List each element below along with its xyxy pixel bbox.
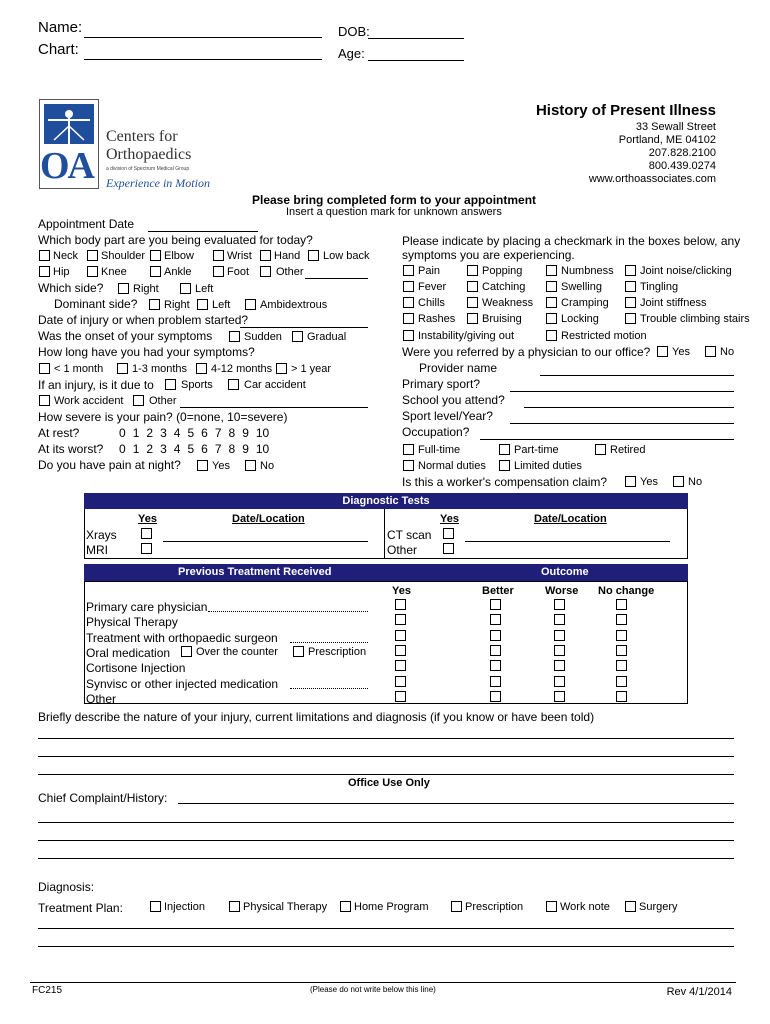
night-no-checkbox[interactable]	[245, 460, 256, 471]
oral-medication-better-checkbox[interactable]	[490, 645, 501, 656]
ankle-label: Ankle	[164, 266, 192, 278]
treatment-with-orthopaedic-surgeon-yes-checkbox[interactable]	[395, 630, 406, 641]
describe-question: Briefly describe the nature of your injury, current limitations and diagnosis (if you know or have been told)	[38, 710, 595, 724]
logo-tagline: Experience in Motion	[106, 176, 210, 190]
numbness-label: Numbness	[561, 265, 614, 277]
at-worst-label: At its worst?	[38, 442, 104, 456]
sports-label: Sports	[181, 379, 213, 391]
numbness-checkbox[interactable]	[546, 265, 557, 276]
plan-physical-therapy-label: Physical Therapy	[243, 901, 328, 913]
pain-scale-5[interactable]: 5	[187, 426, 195, 440]
revision-date: Rev 4/1/2014	[666, 986, 732, 998]
diag-date-header-right: Date/Location	[534, 513, 607, 525]
complaint-line-4[interactable]	[38, 858, 734, 859]
treatment-header: Previous Treatment Received	[178, 566, 332, 578]
complaint-line-3[interactable]	[38, 840, 734, 841]
appointment-date-field[interactable]	[148, 231, 258, 232]
lt-1-month-label: < 1 month	[54, 363, 104, 375]
wrist-checkbox[interactable]	[213, 250, 224, 261]
work-accident-label: Work accident	[54, 395, 124, 407]
foot-label: Foot	[227, 266, 250, 278]
sports-checkbox[interactable]	[165, 379, 176, 390]
other-test-label: Other	[387, 543, 418, 557]
dominant-question: Dominant side?	[54, 297, 138, 311]
treatment-row-physical-therapy: Physical Therapy	[86, 615, 178, 629]
treatment-row-cortisone-injection: Cortisone Injection	[86, 661, 186, 675]
dob-label: DOB:	[338, 24, 370, 39]
treatment-header-bar	[84, 564, 688, 581]
pain-scale-7[interactable]: 7	[214, 426, 222, 440]
hip-label: Hip	[53, 266, 70, 278]
retired-checkbox[interactable]	[595, 444, 606, 455]
rest-scale[interactable]	[119, 426, 269, 440]
joint-stiffness-checkbox[interactable]	[625, 297, 636, 308]
restricted-motion-label: Restricted motion	[561, 330, 647, 342]
tingling-checkbox[interactable]	[625, 281, 636, 292]
over-counter-label: Over the counter	[196, 646, 278, 658]
hip-checkbox[interactable]	[39, 266, 50, 277]
age-label: Age:	[338, 46, 365, 61]
1-3-months-label: 1-3 months	[132, 363, 188, 375]
prescription-med-label: Prescription	[308, 646, 367, 658]
occupation-label: Occupation?	[402, 425, 470, 439]
other-injury-field[interactable]	[180, 407, 368, 408]
instruction-sub: Insert a question mark for unknown answers	[286, 206, 502, 218]
shoulder-checkbox[interactable]	[87, 250, 98, 261]
plan-injection-label: Injection	[164, 901, 205, 913]
howlong-question: How long have you had your symptoms?	[38, 345, 255, 359]
complaint-line-2[interactable]	[38, 822, 734, 823]
workers-comp-question: Is this a worker's compensation claim?	[402, 475, 608, 489]
foot-checkbox[interactable]	[213, 266, 224, 277]
normal-duties-checkbox[interactable]	[403, 460, 414, 471]
instability-giving-out-label: Instability/giving out	[418, 330, 514, 342]
pain-scale-0[interactable]: 0	[119, 442, 126, 456]
car-accident-checkbox[interactable]	[228, 379, 239, 390]
occupation-field[interactable]	[480, 439, 734, 440]
ambidextrous-label: Ambidextrous	[260, 299, 328, 311]
cortisone-injection-no-change-checkbox[interactable]	[616, 660, 627, 671]
pain-scale-2[interactable]: 2	[146, 426, 154, 440]
fever-checkbox[interactable]	[403, 281, 414, 292]
night-no-label: No	[260, 460, 275, 472]
referred-no-label: No	[720, 346, 735, 358]
hand-label: Hand	[274, 250, 301, 262]
age-field[interactable]	[368, 60, 464, 61]
other-better-checkbox[interactable]	[490, 691, 501, 702]
physical-therapy-worse-checkbox[interactable]	[554, 614, 565, 625]
referred-question: Were you referred by a physician to our office?	[402, 345, 651, 359]
mri-checkbox[interactable]	[141, 543, 152, 554]
logo-division: a division of Spectrum Medical Group	[106, 166, 190, 172]
elbow-label: Elbow	[164, 250, 194, 262]
side-right-label: Right	[133, 283, 159, 295]
physical-therapy-no-change-checkbox[interactable]	[616, 614, 627, 625]
night-yes-checkbox[interactable]	[197, 460, 208, 471]
phone-1: 207.828.2100	[648, 147, 716, 159]
logo-letters: OA	[40, 145, 93, 187]
diagnostic-tests-header: Diagnostic Tests	[84, 493, 688, 509]
cortisone-injection-worse-checkbox[interactable]	[554, 660, 565, 671]
treatment-with-orthopaedic-surgeon-no-change-checkbox[interactable]	[616, 630, 627, 641]
logo-line1: Centers for	[106, 128, 178, 145]
ct-scan-date-field[interactable]	[465, 541, 670, 542]
oral-medication-no-change-checkbox[interactable]	[616, 645, 627, 656]
name-label: Name:	[38, 19, 83, 36]
dominant-right-label: Right	[164, 299, 190, 311]
night-yes-label: Yes	[212, 460, 230, 472]
address-line1: 33 Sewall Street	[635, 121, 716, 133]
joint-noise-clicking-label: Joint noise/clicking	[640, 265, 732, 277]
cramping-checkbox[interactable]	[546, 297, 557, 308]
other-yes-checkbox[interactable]	[395, 691, 406, 702]
plan-home-program-label: Home Program	[354, 901, 429, 913]
synvisc-or-other-injected-medication-yes-checkbox[interactable]	[395, 676, 406, 687]
onset-gradual-checkbox[interactable]	[292, 331, 303, 342]
rashes-label: Rashes	[418, 313, 456, 325]
limited-duties-checkbox[interactable]	[499, 460, 510, 471]
instruction-main: Please bring completed form to your appointment	[252, 193, 537, 207]
ambidextrous-checkbox[interactable]	[245, 299, 256, 310]
col-better: Better	[482, 585, 514, 597]
sport-level-label: Sport level/Year?	[402, 409, 493, 423]
pain-label: Pain	[418, 265, 441, 277]
physical-therapy-yes-checkbox[interactable]	[395, 614, 406, 625]
primary-care-physician-better-checkbox[interactable]	[490, 599, 501, 610]
pain-checkbox[interactable]	[403, 265, 414, 276]
page-title: History of Present Illness	[535, 102, 716, 119]
ct-scan-label: CT scan	[387, 528, 432, 542]
phone-2: 800.439.0274	[648, 160, 716, 172]
side-left-checkbox[interactable]	[180, 283, 191, 294]
workers-comp-no-label: No	[688, 476, 703, 488]
sport-label: Primary sport?	[402, 377, 481, 391]
injury-date-question: Date of injury or when problem started?	[38, 313, 249, 327]
sport-field[interactable]	[510, 391, 734, 392]
chief-complaint-label: Chief Complaint/History:	[38, 791, 168, 805]
office-use-title: Office Use Only	[348, 777, 430, 789]
plan-line-1[interactable]	[38, 928, 734, 929]
part-time-label: Part-time	[514, 444, 559, 456]
locking-label: Locking	[561, 313, 599, 325]
lt-1-month-checkbox[interactable]	[39, 363, 50, 374]
onset-sudden-label: Sudden	[244, 331, 282, 343]
treatment-header-rule	[84, 581, 688, 582]
full-time-label: Full-time	[418, 444, 461, 456]
describe-line-1[interactable]	[38, 738, 734, 739]
trouble-climbing-stairs-checkbox[interactable]	[625, 313, 636, 324]
plan-work-note-checkbox[interactable]	[546, 901, 557, 912]
diagnosis-label: Diagnosis:	[38, 880, 95, 894]
symptom-question-line2: symptoms you are experiencing.	[402, 248, 575, 262]
appointment-date-label: Appointment Date	[38, 217, 135, 231]
synvisc-or-other-injected-medication-no-change-checkbox[interactable]	[616, 676, 627, 687]
mri-label: MRI	[86, 543, 108, 557]
cramping-label: Cramping	[561, 297, 609, 309]
over-counter-checkbox[interactable]	[181, 646, 192, 657]
pain-scale-4[interactable]: 4	[173, 426, 181, 440]
col-worse: Worse	[545, 585, 579, 597]
diag-divider	[384, 509, 385, 559]
weakness-checkbox[interactable]	[467, 297, 478, 308]
limited-duties-label: Limited duties	[514, 460, 582, 472]
pain-scale-10[interactable]: 10	[255, 426, 270, 440]
chart-field[interactable]	[84, 59, 322, 60]
pain-scale-3[interactable]: 3	[160, 442, 167, 456]
plan-surgery-checkbox[interactable]	[625, 901, 636, 912]
treatment-row-treatment-with-orthopaedic-surgeon: Treatment with orthopaedic surgeon	[86, 631, 278, 645]
pain-scale-1[interactable]: 1	[132, 426, 140, 440]
normal-duties-label: Normal duties	[418, 460, 486, 472]
elbow-checkbox[interactable]	[150, 250, 161, 261]
logo-line2: Orthopaedics	[106, 146, 192, 163]
col-no-change: No change	[598, 585, 655, 597]
school-field[interactable]	[524, 407, 734, 408]
other-bodypart-label: Other	[276, 266, 304, 278]
diag-yes-header-left: Yes	[138, 513, 157, 525]
sport-level-field[interactable]	[510, 423, 734, 424]
school-label: School you attend?	[402, 393, 505, 407]
pain-scale-0[interactable]: 0	[119, 426, 126, 440]
pain-scale-3[interactable]: 3	[160, 426, 167, 440]
knee-label: Knee	[101, 266, 127, 278]
low-back-label: Low back	[323, 250, 370, 262]
diag-date-header-left: Date/Location	[232, 513, 305, 525]
treatment-with-orthopaedic-surgeon-better-checkbox[interactable]	[490, 630, 501, 641]
popping-checkbox[interactable]	[467, 265, 478, 276]
xrays-label: Xrays	[86, 528, 117, 542]
treatment-row-dotted-line[interactable]	[208, 611, 368, 612]
side-question: Which side?	[38, 281, 104, 295]
synvisc-or-other-injected-medication-worse-checkbox[interactable]	[554, 676, 565, 687]
pain-scale-5[interactable]: 5	[187, 442, 195, 456]
col-yes: Yes	[392, 585, 411, 597]
workers-comp-no-checkbox[interactable]	[673, 476, 684, 487]
other-bodypart-checkbox[interactable]	[260, 266, 271, 277]
other-worse-checkbox[interactable]	[554, 691, 565, 702]
shoulder-label: Shoulder	[101, 250, 146, 262]
pain-scale-6[interactable]: 6	[201, 426, 208, 440]
instability-giving-out-checkbox[interactable]	[403, 330, 414, 341]
work-accident-checkbox[interactable]	[39, 395, 50, 406]
treatment-row-synvisc-or-other-injected-medication: Synvisc or other injected medication	[86, 677, 279, 691]
pain-scale-1[interactable]: 1	[132, 442, 140, 456]
rashes-checkbox[interactable]	[403, 313, 414, 324]
gt-1-year-label: > 1 year	[291, 363, 332, 375]
other-bodypart-field[interactable]	[305, 278, 368, 279]
popping-label: Popping	[482, 265, 523, 277]
pain-scale-8[interactable]: 8	[228, 426, 236, 440]
treatment-row-other: Other	[86, 692, 117, 706]
ct-scan-checkbox[interactable]	[443, 528, 454, 539]
weakness-label: Weakness	[482, 297, 534, 309]
address-line2: Portland, ME 04102	[618, 134, 716, 146]
workers-comp-yes-label: Yes	[640, 476, 658, 488]
treatment-row-dotted-line[interactable]	[290, 642, 368, 643]
part-time-checkbox[interactable]	[499, 444, 510, 455]
dominant-left-checkbox[interactable]	[197, 299, 208, 310]
night-pain-question: Do you have pain at night?	[38, 458, 181, 472]
footer-note: (Please do not write below this line)	[310, 985, 436, 994]
provider-label: Provider name	[419, 361, 498, 375]
plan-home-program-checkbox[interactable]	[340, 901, 351, 912]
swelling-label: Swelling	[561, 281, 602, 293]
chills-checkbox[interactable]	[403, 297, 414, 308]
pain-scale-6[interactable]: 6	[201, 442, 208, 456]
pain-scale-10[interactable]: 10	[255, 442, 270, 456]
referred-no-checkbox[interactable]	[705, 346, 716, 357]
onset-question: Was the onset of your symptoms	[38, 329, 213, 343]
dominant-right-checkbox[interactable]	[149, 299, 160, 310]
other-injury-checkbox[interactable]	[133, 395, 144, 406]
cortisone-injection-better-checkbox[interactable]	[490, 660, 501, 671]
knee-checkbox[interactable]	[87, 266, 98, 277]
joint-stiffness-label: Joint stiffness	[640, 297, 707, 309]
pain-scale-9[interactable]: 9	[242, 442, 249, 456]
form-code: FC215	[32, 985, 63, 996]
xrays-date-field[interactable]	[163, 541, 368, 542]
catching-checkbox[interactable]	[467, 281, 478, 292]
bruising-label: Bruising	[482, 313, 522, 325]
pain-scale-8[interactable]: 8	[228, 442, 236, 456]
pain-scale-2[interactable]: 2	[146, 442, 154, 456]
plan-work-note-label: Work note	[560, 901, 610, 913]
locking-checkbox[interactable]	[546, 313, 557, 324]
4-12-months-checkbox[interactable]	[196, 363, 207, 374]
at-rest-label: At rest?	[38, 426, 80, 440]
xrays-checkbox[interactable]	[141, 528, 152, 539]
tingling-label: Tingling	[640, 281, 679, 293]
onset-gradual-label: Gradual	[307, 331, 347, 343]
full-time-checkbox[interactable]	[403, 444, 414, 455]
other-test-checkbox[interactable]	[443, 543, 454, 554]
retired-label: Retired	[610, 444, 646, 456]
prescription-med-checkbox[interactable]	[293, 646, 304, 657]
bruising-checkbox[interactable]	[467, 313, 478, 324]
ankle-checkbox[interactable]	[150, 266, 161, 277]
workers-comp-yes-checkbox[interactable]	[625, 476, 636, 487]
diag-yes-header-right: Yes	[440, 513, 459, 525]
worst-scale[interactable]	[119, 442, 269, 456]
chills-label: Chills	[418, 297, 445, 309]
joint-noise-clicking-checkbox[interactable]	[625, 265, 636, 276]
car-accident-label: Car accident	[244, 379, 306, 391]
side-left-label: Left	[195, 283, 214, 295]
symptom-question-line1: Please indicate by placing a checkmark in the boxes below, any	[402, 234, 741, 248]
injury-due-question: If an injury, is it due to	[38, 378, 154, 392]
physical-therapy-better-checkbox[interactable]	[490, 614, 501, 625]
plan-line-2[interactable]	[38, 946, 734, 947]
other-no-change-checkbox[interactable]	[616, 691, 627, 702]
primary-care-physician-worse-checkbox[interactable]	[554, 599, 565, 610]
4-12-months-label: 4-12 months	[211, 363, 273, 375]
describe-line-2[interactable]	[38, 756, 734, 757]
wrist-label: Wrist	[227, 250, 252, 262]
dominant-left-label: Left	[212, 299, 231, 311]
dob-field[interactable]	[368, 38, 464, 39]
catching-label: Catching	[482, 281, 526, 293]
restricted-motion-checkbox[interactable]	[546, 330, 557, 341]
treatment-row-dotted-line[interactable]	[290, 688, 368, 689]
oral-medication-yes-checkbox[interactable]	[395, 645, 406, 656]
neck-checkbox[interactable]	[39, 250, 50, 261]
plan-injection-checkbox[interactable]	[150, 901, 161, 912]
provider-field[interactable]	[540, 375, 734, 376]
cortisone-injection-yes-checkbox[interactable]	[395, 660, 406, 671]
plan-physical-therapy-checkbox[interactable]	[229, 901, 240, 912]
outcome-header: Outcome	[541, 566, 589, 578]
oral-medication-worse-checkbox[interactable]	[554, 645, 565, 656]
treatment-row-oral-medication: Oral medication	[86, 646, 171, 660]
gt-1-year-checkbox[interactable]	[276, 363, 287, 374]
injury-date-field[interactable]	[240, 327, 368, 328]
fever-label: Fever	[418, 281, 447, 293]
other-injury-label: Other	[149, 395, 177, 407]
treatment-plan-label: Treatment Plan:	[38, 901, 123, 915]
low-back-checkbox[interactable]	[308, 250, 319, 261]
describe-line-3[interactable]	[38, 774, 734, 775]
website: www.orthoassociates.com	[588, 173, 716, 185]
chart-label: Chart:	[38, 41, 79, 58]
synvisc-or-other-injected-medication-better-checkbox[interactable]	[490, 676, 501, 687]
primary-care-physician-yes-checkbox[interactable]	[395, 599, 406, 610]
pain-scale-4[interactable]: 4	[173, 442, 181, 456]
referred-yes-label: Yes	[672, 346, 690, 358]
pain-scale-9[interactable]: 9	[242, 426, 249, 440]
treatment-row-primary-care-physician: Primary care physician	[86, 600, 208, 614]
plan-surgery-label: Surgery	[639, 901, 678, 913]
1-3-months-checkbox[interactable]	[117, 363, 128, 374]
name-field[interactable]	[84, 37, 322, 38]
trouble-climbing-stairs-label: Trouble climbing stairs	[640, 313, 750, 325]
primary-care-physician-no-change-checkbox[interactable]	[616, 599, 627, 610]
referred-yes-checkbox[interactable]	[657, 346, 668, 357]
severity-question: How severe is your pain? (0=none, 10=severe)	[38, 410, 288, 424]
neck-label: Neck	[53, 250, 79, 262]
side-right-checkbox[interactable]	[118, 283, 129, 294]
onset-sudden-checkbox[interactable]	[229, 331, 240, 342]
hand-checkbox[interactable]	[260, 250, 271, 261]
swelling-checkbox[interactable]	[546, 281, 557, 292]
plan-prescription-checkbox[interactable]	[451, 901, 462, 912]
complaint-line-1[interactable]	[178, 803, 734, 804]
footer-rule	[30, 982, 736, 983]
pain-scale-7[interactable]: 7	[214, 442, 222, 456]
plan-prescription-label: Prescription	[465, 901, 524, 913]
treatment-with-orthopaedic-surgeon-worse-checkbox[interactable]	[554, 630, 565, 641]
body-part-question: Which body part are you being evaluated for today?	[38, 233, 313, 247]
